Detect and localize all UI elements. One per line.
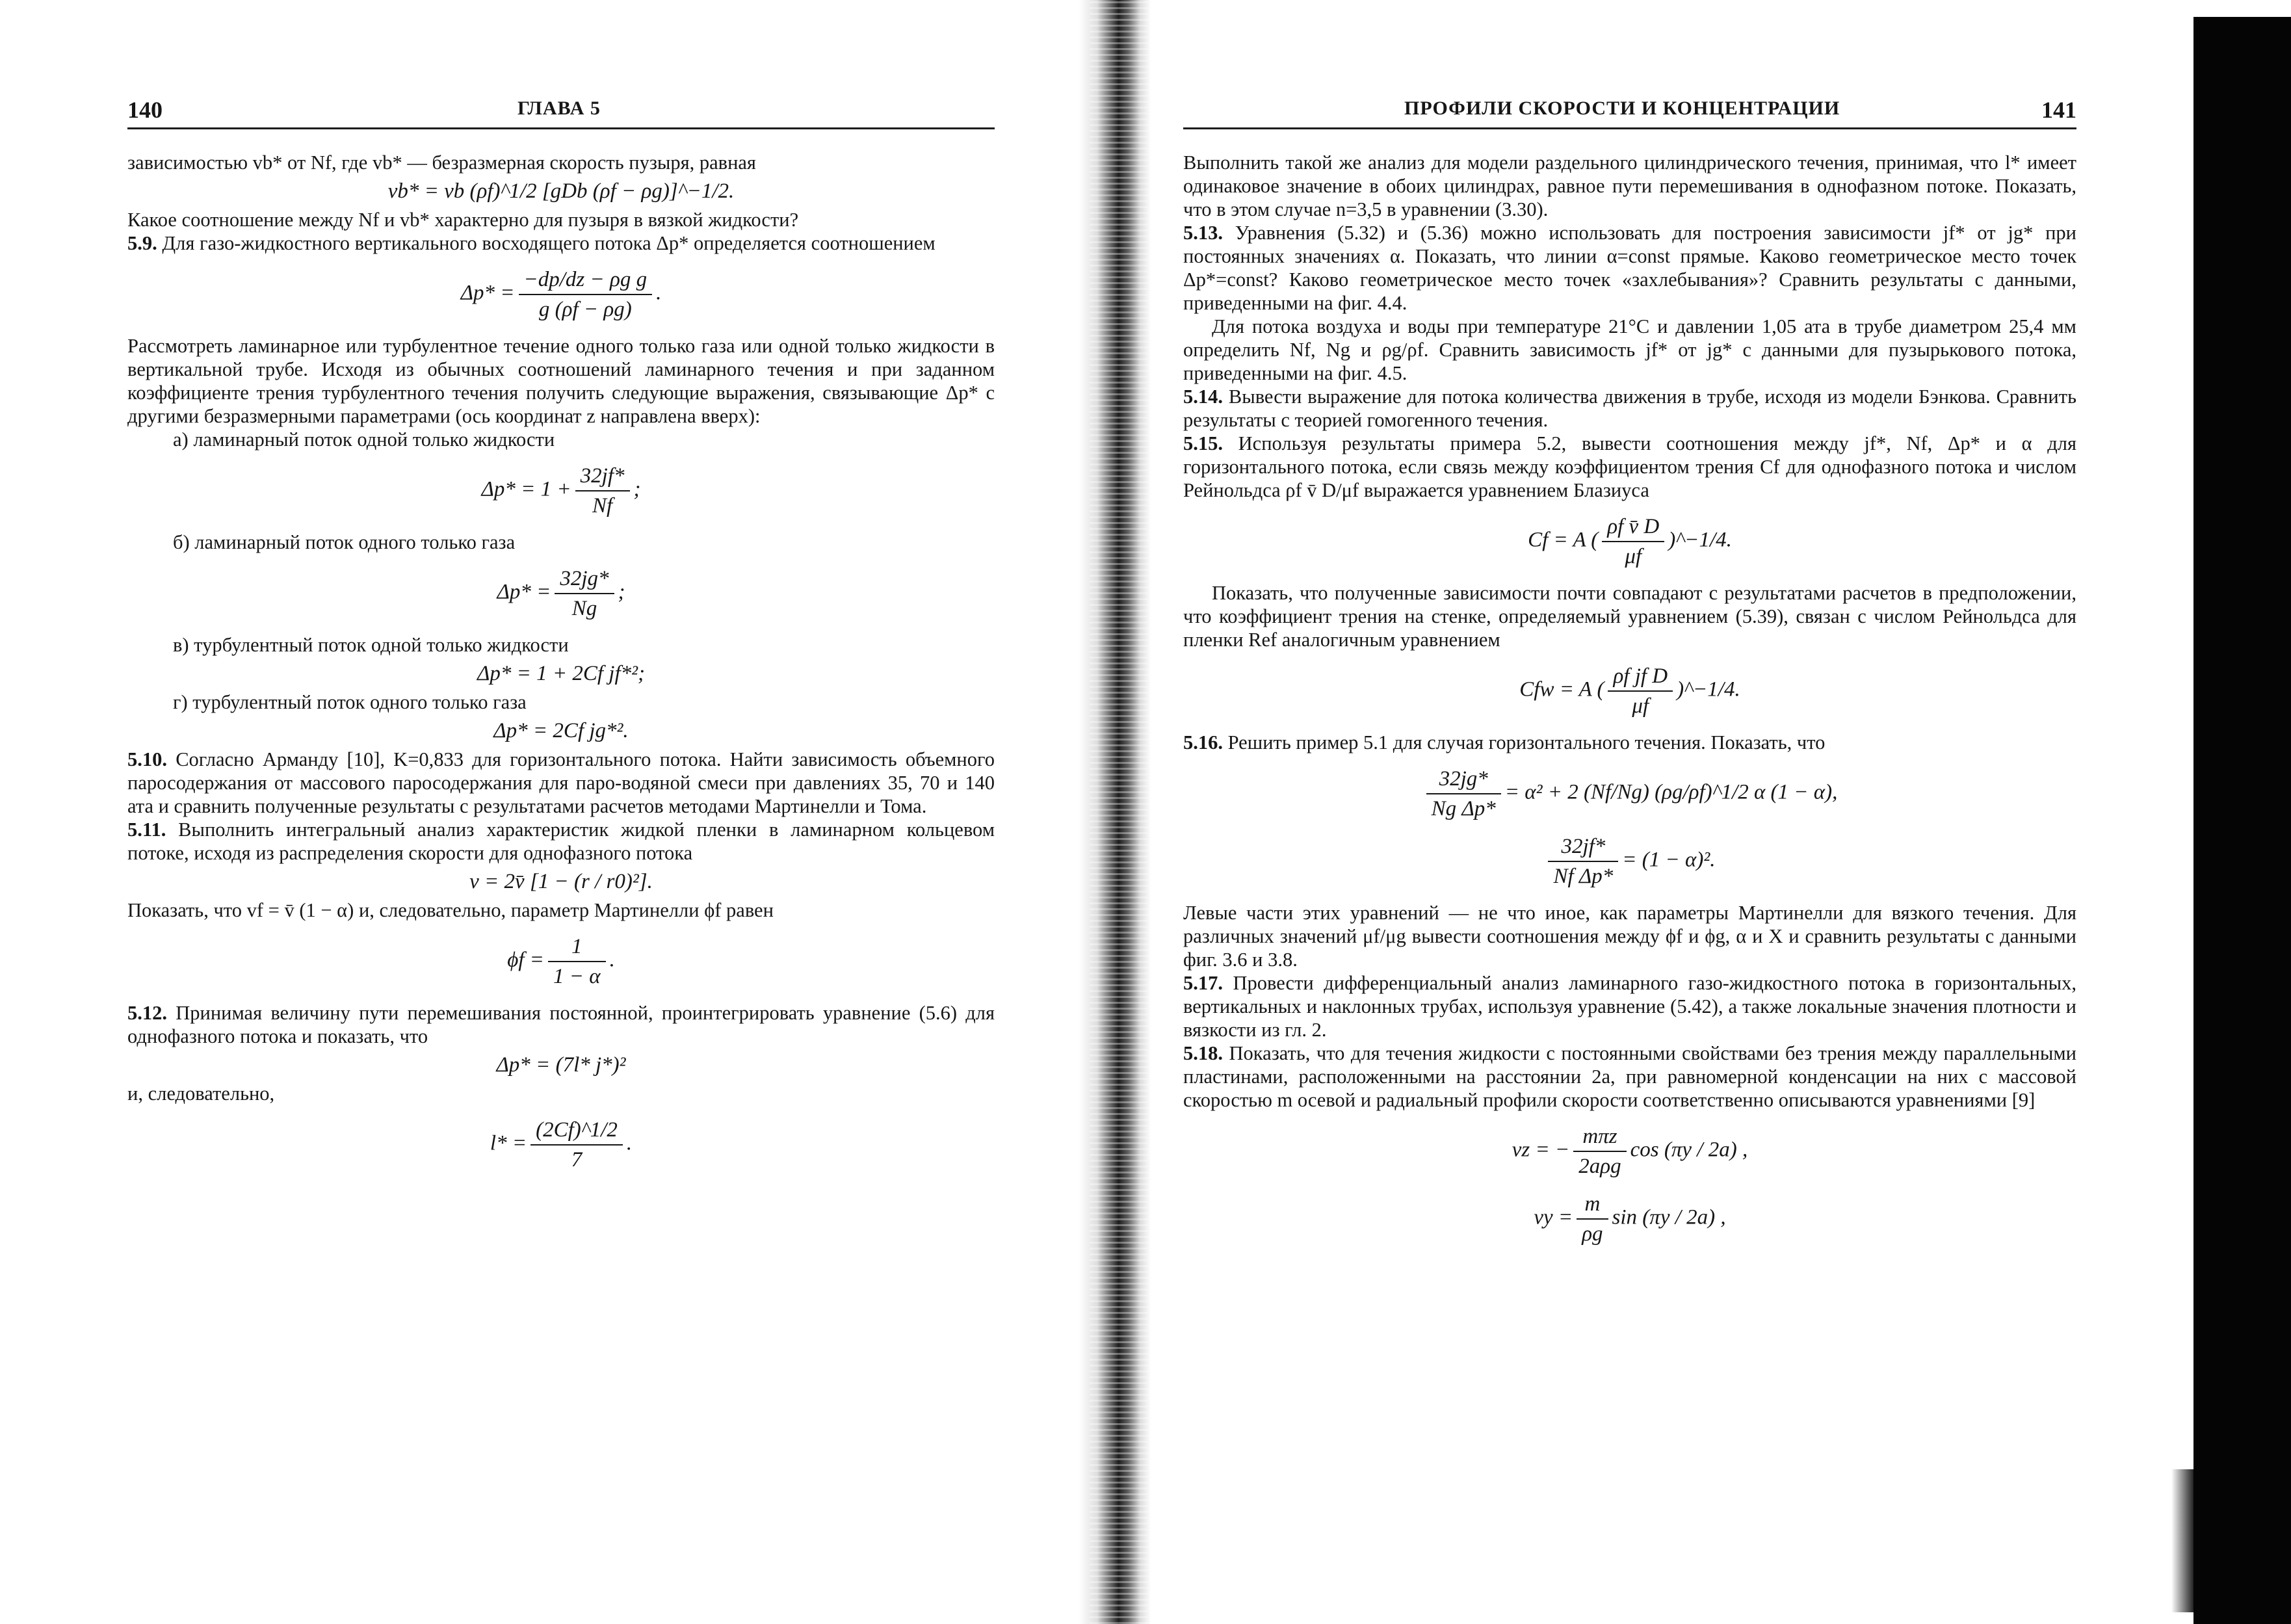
problem-number: 5.13. [1183,222,1223,244]
problem-number: 5.18. [1183,1042,1223,1064]
fraction-denominator: μf [1632,694,1649,718]
fraction [548,934,606,989]
problem-paragraph [127,748,995,818]
equation-rhs: cos (πy / 2a) , [1630,1138,1748,1162]
equation-rhs: ; [618,580,625,604]
paragraph-text: Используя результаты примера 5.2, вывести соотношения между jf*, Nf, Δp* и α для горизонтального потока, если связь между коэффициентом трения Cf для однофазного потока и числом Рейнольдса ρf v̄ D/μf выражается уравнением Блазиуса [1183,432,2076,501]
problem-number: 5.10. [127,748,167,770]
paragraph [1183,315,2076,385]
problem-paragraph [1183,385,2076,432]
paragraph-text: Левые части этих уравнений — не что иное, как параметры Мартинелли для вязкого течения. Для различных значений μf/μg вывести соотношения между ϕf и ϕg, α и X и сравнить результаты с данными фиг. 3.6 и 3.8. [1183,902,2076,971]
fraction-equation [127,934,995,989]
equation-rhs: . [656,281,662,305]
fraction-numerator: 32jf* [1548,833,1618,862]
paragraph-text: Для газо-жидкостного вертикального восходящего потока Δp* определяется соотношением [162,232,936,254]
fraction [1608,663,1673,719]
fraction-denominator: μf [1625,545,1642,568]
paragraph-text: Уравнения (5.32) и (5.36) можно использовать для построения зависимости jf* от jg* при постоянных значениях α. Показать, что линии α=const прямые. Каково геометрическое место точек Δp*=const? Каково геометрическое место точек «захлебывания»? Сравнить результаты с данными, приведенными на фиг. 4.4. [1183,222,2076,314]
equation: Δp* = (7l* j*)² [496,1053,626,1077]
problem-paragraph [1183,731,2076,754]
problem-number: 5.17. [1183,972,1223,994]
fraction [1573,1123,1626,1179]
equation: Δp* = 2Cf jg*². [493,719,629,742]
fraction-numerator: 32jf* [575,463,630,491]
fraction-equation [1183,663,2076,719]
problem-number: 5.14. [1183,386,1223,408]
fraction [575,463,630,519]
paragraph [127,151,995,174]
paragraph-text: Какое соотношение между Nf и vb* характерно для пузыря в вязкой жидкости? [127,209,799,231]
equation: Δp* = 1 + 2Cf jf*²; [477,662,646,685]
fraction-numerator: 32jg* [555,566,614,594]
equation-lhs: Cfw = A ( [1519,677,1604,701]
equation: vb* = vb (ρf)^1/2 [gDb (ρf − ρg)]^−1/2. [387,179,735,203]
fraction-equation [127,267,995,322]
equation-rhs: sin (πy / 2a) , [1612,1205,1726,1229]
list-item: в) турбулентный поток одной только жидкости [173,634,569,656]
fraction-equation [127,463,995,519]
right-page-header [1183,95,2076,129]
fraction-denominator: Nf Δp* [1553,865,1614,888]
equation-rhs: = (1 − α)². [1622,848,1716,872]
paragraph-text: Рассмотреть ламинарное или турбулентное течение одного только газа или одной только жидкости в вертикальной трубе. Исходя из обычных соотношений ламинарного течения и при заданном коэффициенте трения турбулентного течения получить следующие выражения, связывающие Δp* с другими безразмерными параметрами (ось координат z направлена вверх): [127,335,995,427]
equation-rhs: )^−1/4. [1677,677,1740,701]
equation-rhs: ; [633,477,641,501]
equation-lhs: vz = − [1512,1138,1570,1162]
fraction-denominator: g (ρf − ρg) [538,298,632,321]
paragraph [1183,581,2076,651]
fraction-equation [1183,514,2076,570]
paragraph-text: Показать, что для течения жидкости с постоянными свойствами без трения между параллельными пластинами, расположенными на расстоянии 2a, при равномерной конденсации на них с массовой скоростью m осевой и радиальный профили скорости соответственно описываются уравнениями [9] [1183,1042,2076,1111]
left-page-number: 140 [127,97,163,123]
fraction [555,566,614,622]
fraction-denominator: Ng Δp* [1431,797,1496,820]
fraction-denominator: 7 [571,1148,583,1172]
paragraph-text: и, следовательно, [127,1082,275,1105]
fraction-equation [1183,1123,2076,1179]
equation-lhs: vy = [1534,1205,1573,1229]
problem-number: 5.9. [127,232,157,254]
equation-lhs: Cf = A ( [1528,528,1599,552]
fraction-denominator: Nf [592,494,613,517]
problem-number: 5.12. [127,1002,167,1024]
paragraph [127,898,995,922]
fraction-equation [127,1117,995,1173]
fraction-numerator: 1 [548,934,606,962]
left-page-header [127,95,995,129]
fraction [1577,1191,1608,1247]
list-item: б) ламинарный поток одного только газа [173,531,516,553]
fraction [1548,833,1618,889]
equation-lhs: ϕf = [507,948,544,972]
problem-paragraph [1183,432,2076,502]
left-page [0,0,1053,1624]
fraction [519,267,653,322]
fraction [1602,514,1664,570]
fraction-equation [127,566,995,622]
problem-paragraph [127,818,995,865]
problem-paragraph [1183,221,2076,315]
fraction-denominator: ρg [1582,1222,1603,1246]
paragraph [1183,901,2076,971]
problem-paragraph [1183,1041,2076,1112]
equation-rhs: . [609,948,615,972]
fraction-equation [1183,766,2076,822]
paragraph [1183,151,2076,221]
fraction-numerator: (2Cf)^1/2 [530,1117,623,1146]
problem-number: 5.16. [1183,731,1223,753]
paragraph [127,208,995,231]
fraction-numerator: −dp/dz − ρg g [519,267,653,295]
fraction-numerator: ρf v̄ D [1602,514,1664,542]
paragraph-text: Показать, что полученные зависимости почти совпадают с результатами расчетов в предположении, что коэффициент трения на стенке, определяемый уравнением (5.39), связан с числом Рейнольдса для пленки Ref аналогичным уравнением [1183,582,2076,651]
problem-paragraph [127,1001,995,1048]
equation-lhs: l* = [490,1131,527,1155]
right-page-body [1183,151,2076,1259]
paragraph [127,334,995,428]
paragraph-text: Выполнить интегральный анализ характеристик жидкой пленки в ламинарном кольцевом потоке, исходя из распределения скорости для однофазного потока [127,819,995,864]
fraction-numerator: 32jg* [1426,766,1501,794]
paragraph-text: Показать, что vf = v̄ (1 − α) и, следовательно, параметр Мартинелли ϕf равен [127,899,774,921]
equation-lhs: Δp* = [460,281,515,305]
fraction-numerator: ρf jf D [1608,663,1673,692]
fraction-equation [1183,833,2076,889]
problem-paragraph [127,231,995,255]
equation-rhs: = α² + 2 (Nf/Ng) (ρg/ρf)^1/2 α (1 − α), [1504,780,1838,804]
scan-edge-gradient [2171,1469,2193,1612]
paragraph-text: Выполнить такой же анализ для модели раздельного цилиндрического течения, принимая, что l* имеет одинаковое значение в обоих цилиндрах, равное пути перемешивания в однофазном потоке. Показать, что в этом случае n=3,5 в уравнении (3.30). [1183,151,2076,220]
right-page [1105,0,2291,1624]
list-item: г) турбулентный поток одного только газа [173,691,527,713]
fraction-denominator: Ng [571,597,597,620]
paragraph [127,1082,995,1105]
fraction-denominator: 2aρg [1578,1155,1621,1178]
equation: v = 2v̄ [1 − (r / r0)²]. [469,870,653,893]
paragraph-text: Согласно Арманду [10], K=0,833 для горизонтального потока. Найти зависимость объемного паросодержания от массового паросодержания для паро-водяной смеси при давлениях 35, 70 и 140 ата и сравнить полученные результаты с результатами расчетов методами Мартинелли и Тома. [127,748,995,817]
fraction-numerator: m [1577,1191,1608,1220]
scan-edge-dark [2193,17,2291,1624]
equation-rhs: . [626,1131,633,1155]
paragraph-text: Принимая величину пути перемешивания постоянной, проинтегрировать уравнение (5.6) для однофазного потока и показать, что [127,1002,995,1047]
problem-number: 5.11. [127,819,166,841]
right-page-number: 141 [2041,97,2076,123]
left-page-body [127,151,995,1185]
problem-number: 5.15. [1183,432,1223,454]
paragraph-text: Провести дифференциальный анализ ламинарного газо-жидкостного потока в горизонтальных, вертикальных и наклонных трубах, используя уравнение (5.42), а также локальные значения плотности и вязкости из гл. 2. [1183,972,2076,1041]
equation-rhs: )^−1/4. [1668,528,1732,552]
fraction-denominator: 1 − α [553,965,601,988]
problem-paragraph [1183,971,2076,1041]
right-running-head: ПРОФИЛИ СКОРОСТИ И КОНЦЕНТРАЦИИ [1404,98,1840,119]
fraction [1426,766,1501,822]
paragraph-text: Для потока воздуха и воды при температуре 21°C и давлении 1,05 ата в трубе диаметром 25,4 мм определить Nf, Ng и ρg/ρf. Сравнить зависимость jf* от jg* с данными для пузырькового потока, приведенными на фиг. 4.5. [1183,315,2076,384]
paragraph-text: зависимостью vb* от Nf, где vb* — безразмерная скорость пузыря, равная [127,151,756,174]
equation-lhs: Δp* = [497,580,551,604]
paragraph-text: Решить пример 5.1 для случая горизонтального течения. Показать, что [1227,731,1826,753]
equation-lhs: Δp* = 1 + [481,477,571,501]
paragraph-text: Вывести выражение для потока количества движения в трубе, исходя из модели Бэнкова. Сравнить результаты с теорией гомогенного течения. [1183,386,2076,431]
list-item: а) ламинарный поток одной только жидкости [173,428,555,451]
left-running-head: ГЛАВА 5 [517,98,601,119]
fraction-numerator: mπz [1573,1123,1626,1152]
fraction-equation [1183,1191,2076,1247]
fraction [530,1117,623,1173]
